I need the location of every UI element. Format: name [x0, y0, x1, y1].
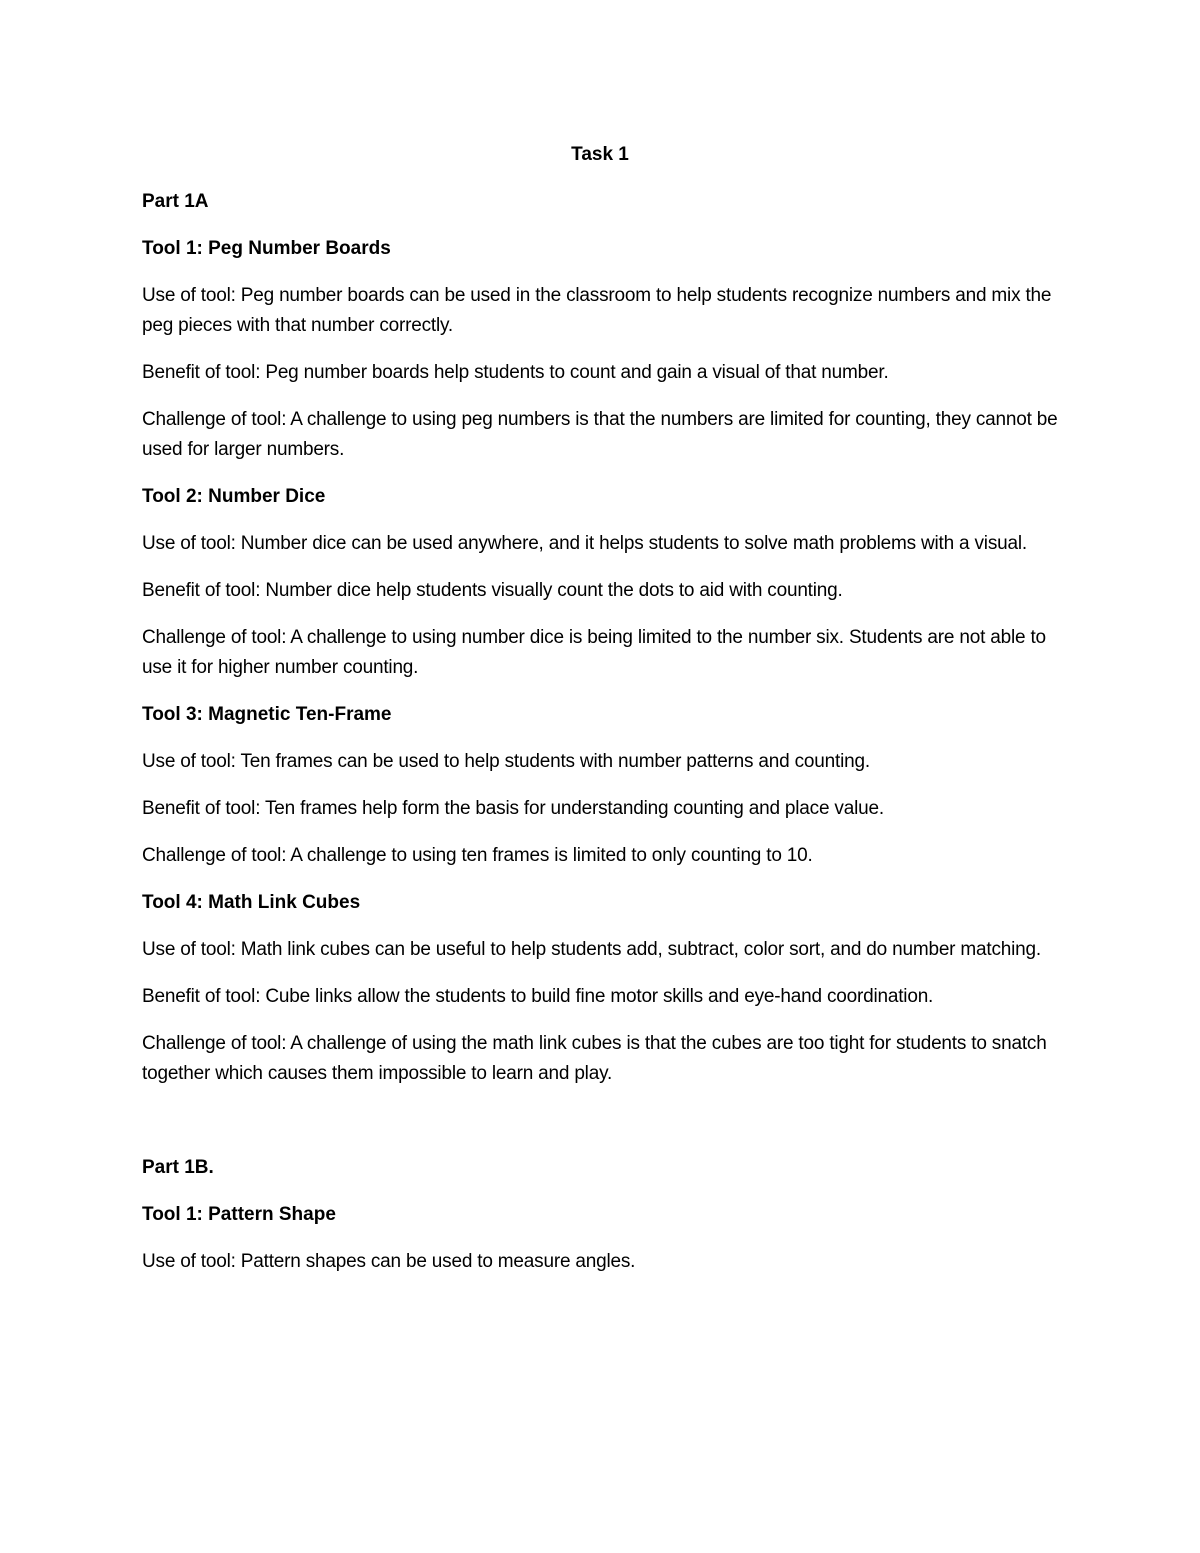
section-spacer — [142, 1106, 1062, 1153]
part-1b-tool-1-use: Use of tool: Pattern shapes can be used to measure angles. — [142, 1251, 636, 1272]
tool-1-benefit: Benefit of tool: Peg number boards help students to count and gain a visual of that number. — [142, 362, 889, 383]
document-title: Task 1 — [571, 144, 629, 165]
tool-4-heading: Tool 4: Math Link Cubes — [142, 892, 361, 913]
tool-2-challenge: Challenge of tool: A challenge to using number dice is being limited to the number six. Students are not able to use it for higher number counting. — [142, 627, 1046, 678]
part-1a-heading: Part 1A — [142, 191, 209, 212]
tool-3-heading: Tool 3: Magnetic Ten-Frame — [142, 704, 392, 725]
tool-3-use: Use of tool: Ten frames can be used to help students with number patterns and counting. — [142, 751, 870, 772]
tool-3-benefit: Benefit of tool: Ten frames help form the basis for understanding counting and place value. — [142, 798, 884, 819]
tool-2-use: Use of tool: Number dice can be used anywhere, and it helps students to solve math problems with a visual. — [142, 533, 1027, 554]
tool-2-benefit: Benefit of tool: Number dice help students visually count the dots to aid with counting. — [142, 580, 843, 601]
tool-4-use: Use of tool: Math link cubes can be useful to help students add, subtract, color sort, and do number matching. — [142, 939, 1041, 960]
tool-4-challenge: Challenge of tool: A challenge of using the math link cubes is that the cubes are too tight for students to snatch together which causes them impossible to learn and play. — [142, 1033, 1047, 1084]
tool-4-benefit: Benefit of tool: Cube links allow the students to build fine motor skills and eye-hand coordination. — [142, 986, 934, 1007]
tool-1-heading: Tool 1: Peg Number Boards — [142, 238, 391, 259]
tool-1-challenge: Challenge of tool: A challenge to using peg numbers is that the numbers are limited for counting, they cannot be used for larger numbers. — [142, 409, 1058, 460]
tool-2-heading: Tool 2: Number Dice — [142, 486, 326, 507]
tool-1-use: Use of tool: Peg number boards can be used in the classroom to help students recognize numbers and mix the peg pieces with that number correctly. — [142, 285, 1052, 336]
document-body — [142, 140, 1062, 1294]
part-1b-tool-1-heading: Tool 1: Pattern Shape — [142, 1204, 336, 1225]
part-1b-heading: Part 1B. — [142, 1157, 214, 1178]
tool-3-challenge: Challenge of tool: A challenge to using ten frames is limited to only counting to 10. — [142, 845, 813, 866]
